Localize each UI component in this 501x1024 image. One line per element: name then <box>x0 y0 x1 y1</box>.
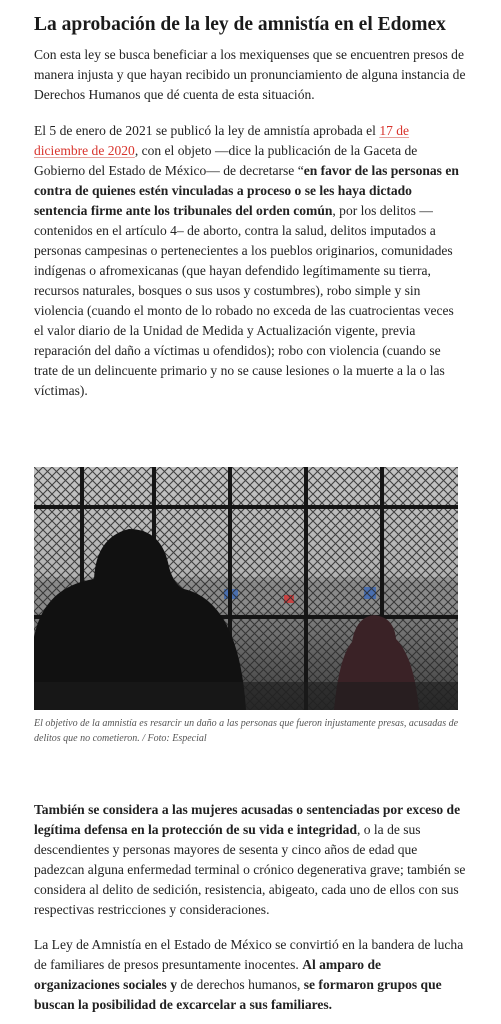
p2-text-start: El 5 de enero de 2021 se publicó la ley de amnistía aprobada el <box>34 123 380 138</box>
date-link[interactable]: 17 de diciembre de 2020 <box>34 123 410 158</box>
families-paragraph <box>34 935 466 1015</box>
women-paragraph <box>34 800 466 920</box>
intro-paragraph: Con esta ley se busca beneficiar a los mexiquenses que se encuentren presos de manera injusta y que hayan recibido un pronunciamiento de alguna instancia de Derechos Humanos que dé cuenta de esta situación. <box>34 47 466 102</box>
section-heading: La aprobación de la ley de amnistía en el Edomex <box>34 14 446 35</box>
p3-text: , o la de sus descendientes y personas mayores de sesenta y cinco años de edad que padezcan alguna enfermedad terminal o crónico degenerativa grave; también se considera al delito de sedición, resistencia, abigeato, cada uno de ellos con sus respectivas restricciones y consideraciones. <box>34 822 466 917</box>
law-paragraph <box>34 121 466 401</box>
p2-text-end: , por los delitos —contenidos en el artículo 4– de aborto, contra la salud, delitos imputados a personas campesinas o pertenecientes a los pueblos originarios, comunidades indígenas o afromexicanas (que hayan defendido legítimamente su tierra, recursos naturales, bosques o sus usos y costumbres), robo simple y sin violencia (cuando el monto de lo robado no exceda de las cuatrocientas veces el valor diario de la Unidad de Medida y Actualización vigente, previa reparación del daño a víctimas u ofendidos); robo con violencia (cuando se trate de un delincuente primario y no se cause lesiones o la muerte a la o las víctimas). <box>34 203 454 398</box>
p2-text-mid: , con el objeto —dice la publicación de la Gaceta de Gobierno del Estado de México— de decretarse “ <box>34 143 418 178</box>
p4-bold-1: Al amparo de organizaciones sociales y <box>34 957 381 992</box>
p4-text-2: de derechos humanos, <box>176 977 304 992</box>
p4-text-1: La Ley de Amnistía en el Estado de México se convirtió en la bandera de lucha de familiares de presos presuntamente inocentes. <box>34 937 464 972</box>
p4-bold-2: se formaron grupos que buscan la posibilidad de excarcelar a sus familiares. <box>34 977 442 1012</box>
p3-bold: También se considera a las mujeres acusadas o sentenciadas por exceso de legítima defensa en la protección de su vida e integridad <box>34 802 461 837</box>
p2-bold-quote: en favor de las personas en contra de quienes estén vinculadas a proceso o se les haya dictado sentencia firme ante los tribunales del orden común <box>34 163 459 218</box>
prison-image <box>34 467 458 710</box>
photo-caption: El objetivo de la amnistía es resarcir un daño a las personas que fueron injustamente presas, acusadas de delitos que no cometieron. / Foto: Especial <box>34 718 459 744</box>
prison-photo <box>34 467 458 710</box>
